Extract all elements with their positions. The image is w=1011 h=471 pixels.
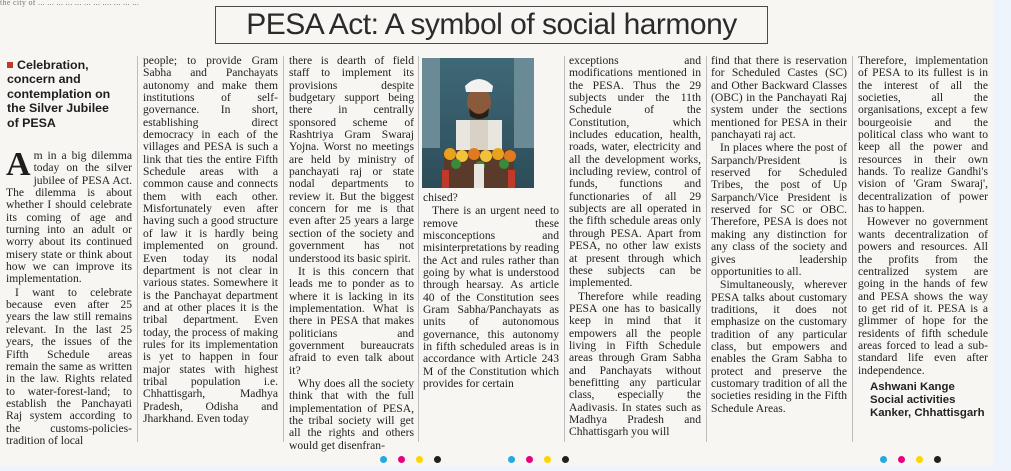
registration-mark-icon [880,456,887,463]
paragraph: people; to provide Gram Sabha and Panchayats autonomy and make them institutions of self-governance. In short, establishing direct democracy in each of the villages and PESA is such a link that ties the entire Fifth Schedule areas with a common cause and connects them with each other. Misfortunately even after having such a good structure of law it is hardly being implemented on ground. Even today its nodal department is not clear in various states. Somewhere it is the Panchayat department and at other places it is the tribal department. Even today, the process of making rules for its implementation is yet to happen in four major states with highest tribal population i.e. Chhattisgarh, Madhya Pradesh, Odisha and Jharkhand. Even today [143,54,278,425]
paragraph: chised? [423,191,458,204]
paragraph: However no government wants decentralization of powers and resources. All the profits from the centralized system are going in the hands of few and PESA shows the way to get rid of it. PESA is a glimmer of hope for the residents of fifth schedule areas forced to lead a sub-standard life even after independence. [858,215,988,377]
paragraph: Therefore, implementation of PESA to its fullest is in the interest of all the societies, all the organisations, except a few bourgeoisie and the political class who want to keep all the power and resources in their own hands. To realize Gandhi's vision of 'Gram Swaraj', decentralization of power has to happen. [858,54,988,216]
column-rule [283,56,284,442]
registration-mark-icon [526,456,533,463]
paragraph: I want to celebrate because even after 25 years the law still remains relevant. In the last 25 years, the issues of the Fifth Schedule areas remain the same as written in the law. Rights related to water-forest-land; to establish the Panchayati Raj system according to the customs-policies-tradition of local [6,285,132,447]
article-column-4 [423,192,559,392]
article-column-1 [6,146,132,448]
kicker [7,58,115,130]
paragraph: there is dearth of field staff to implement its provisions despite budgetary support being there in centrally sponsored scheme of Rashtriya Gram Swaraj Yojna. Worst no meetings are held by ministry of panchayati raj or state nodal departments to review it. But the biggest concern for me is that even after 25 years a large section of the society and government has not understood its basic spirit. [289,54,414,265]
author-name: Ashwani Kange [870,381,955,393]
paragraph: Why does all the society think that with the full implementation of PESA, the tribal society will get all the rights and others would get disenfran- [289,376,414,452]
column-rule [706,56,707,442]
registration-mark-icon [508,456,515,463]
bullet-square-icon [7,62,13,68]
paragraph: Therefore while reading PESA one has to basically keep in mind that it empowers all the people living in Fifth Schedule areas through Gram Sabha and Panchayats without benefitting any particular class, especially the Aadivasis. In states such as Madhya Pradesh and Chhattisgarh you will [569,289,701,439]
kicker-text: Celebration, concern and contemplation on the Silver Jubilee of PESA [7,58,111,130]
registration-mark-icon [380,456,387,463]
registration-mark-icon [398,456,405,463]
article-column-2 [143,55,278,426]
registration-mark-icon [916,456,923,463]
registration-mark-icon [898,456,905,463]
previous-article-fragment: the city of ... ... ... ... ... ... ... .... ... ... ... [0,0,140,7]
article-column-5 [569,55,701,440]
column-rule [564,56,565,442]
registration-mark-icon [434,456,441,463]
paragraph: It is this concern that leads me to ponder as to where it is lacking in its implementation. What is there in PESA that makes politicians and government bureaucrats afraid to even talk about it? [289,264,414,377]
paragraph: Simultaneously, wherever PESA talks about customary traditions, it does not emphasize on the customary tradition of any particular class, but empowers and enables the Gram Sabha to protect and preserve the customary tradition of all the societies residing in the Fifth Schedule Areas. [711,278,847,415]
headline: PESA Act: A symbol of social harmony [246,8,737,41]
speaker-photo-illustration [422,58,534,188]
drop-cap: A [6,146,31,183]
paragraph: In places where the post of Sarpanch/President is reserved for Scheduled Tribes, the post of Up Sarpanch/Vice President is reserved for SC or OBC. Therefore, PESA is does not making any distinction for any class of the society and gives leadership opportunities to all. [711,141,847,278]
paragraph: Am in a big dilemma today on the silver jubilee of PESA Act. The dilemma is about whether I should celebrate its coming of age and turning into an adult or worry about its continued misery state or think about how we can improve its implementation. [6,146,132,286]
column-rule [418,56,419,442]
article-column-3 [289,55,414,453]
background-edge [0,466,1011,471]
column-rule [137,56,138,442]
article-column-7 [858,55,988,378]
paragraph: exceptions and modifications mentioned in the PESA. Thus the 29 subjects under the 11th Schedule of the Constitution, which includes education, health, roads, water, electricity and all the development works, including review, control of funds, functions and functionaries of all 29 subjects are all operated in the fifth schedule areas only through PESA. Apart from PESA, no other law exists at present through which these subjects can be implemented. [569,54,701,290]
speaker-photo [422,58,534,188]
paragraph: There is an urgent need to remove these misconceptions and misinterpretations by reading the Act and rules rather than going by what is understood through hearsay. As article 40 of the Constitution sees Gram Sabha/Panchayats as units of autonomous governance, this autonomy in fifth scheduled areas is in accordance with Article 243 M of the Constitution which provides for certain [423,204,559,391]
author-role: Social activities [870,394,956,406]
author-signature [870,381,990,420]
registration-mark-icon [934,456,941,463]
registration-mark-icon [544,456,551,463]
paragraph: find that there is reservation for Scheduled Castes (SC) and Other Backward Classes (OBC) in the Panchayati Raj system under the sections mentioned for PESA in their panchayati raj act. [711,54,847,142]
article-column-6 [711,55,847,416]
column-rule [852,56,853,442]
registration-mark-icon [562,456,569,463]
registration-mark-icon [416,456,423,463]
background-edge [993,0,1011,471]
author-place: Kanker, Chhattisgarh [870,407,985,419]
